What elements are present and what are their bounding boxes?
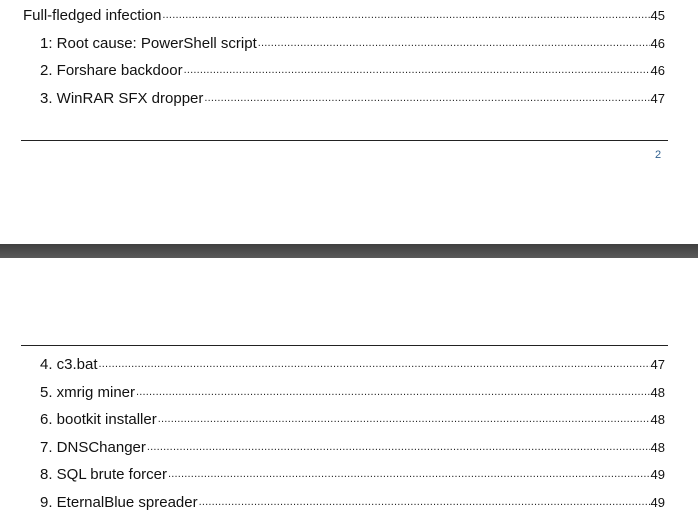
toc-entry[interactable] xyxy=(40,62,665,81)
toc-entry-title: 4. c3.bat xyxy=(40,356,98,373)
toc-entry[interactable] xyxy=(23,7,665,26)
toc-entry[interactable] xyxy=(40,439,665,458)
toc-entry-title: 3. WinRAR SFX dropper xyxy=(40,90,204,107)
document-page-bottom xyxy=(0,258,698,519)
page-separator xyxy=(0,244,698,258)
toc-dot-leader xyxy=(184,60,650,79)
page-number: 2 xyxy=(655,149,662,161)
toc-entry[interactable] xyxy=(40,356,665,375)
toc-entry-title: 9. EternalBlue spreader xyxy=(40,494,198,511)
toc-entry-title: 1: Root cause: PowerShell script xyxy=(40,35,257,52)
toc-dot-leader xyxy=(136,382,650,401)
toc-dot-leader xyxy=(199,492,650,511)
toc-page-number: 47 xyxy=(650,91,665,106)
toc-page-number: 48 xyxy=(650,440,665,455)
toc-page-number: 47 xyxy=(650,357,665,372)
toc-entry[interactable] xyxy=(40,494,665,513)
toc-entry-title: 6. bootkit installer xyxy=(40,411,157,428)
toc-page-number: 49 xyxy=(650,467,665,482)
toc-dot-leader xyxy=(99,354,650,373)
toc-entry[interactable] xyxy=(40,90,665,109)
toc-entry-title: 7. DNSChanger xyxy=(40,439,146,456)
toc-entry-title: 2. Forshare backdoor xyxy=(40,62,183,79)
toc-page-number: 46 xyxy=(650,36,665,51)
toc-dot-leader xyxy=(168,464,650,483)
toc-entry[interactable] xyxy=(40,466,665,485)
toc-entry-title: Full-fledged infection xyxy=(23,7,162,24)
toc-page-number: 45 xyxy=(650,8,665,23)
toc-dot-leader xyxy=(258,33,650,52)
header-rule xyxy=(21,345,668,346)
document-page-top xyxy=(0,0,698,244)
toc-dot-leader xyxy=(147,437,650,456)
toc-dot-leader xyxy=(158,409,650,428)
toc-page-number: 48 xyxy=(650,385,665,400)
toc-page-number: 49 xyxy=(650,495,665,510)
toc-dot-leader xyxy=(162,5,649,24)
toc-page-number: 46 xyxy=(650,63,665,78)
toc-entry[interactable] xyxy=(40,411,665,430)
footer-rule xyxy=(21,140,668,141)
toc-dot-leader xyxy=(204,88,649,107)
toc-page-number: 48 xyxy=(650,412,665,427)
toc-entry[interactable] xyxy=(40,35,665,54)
toc-entry[interactable] xyxy=(40,384,665,403)
toc-entry-title: 8. SQL brute forcer xyxy=(40,466,168,483)
toc-entry-title: 5. xmrig miner xyxy=(40,384,136,401)
